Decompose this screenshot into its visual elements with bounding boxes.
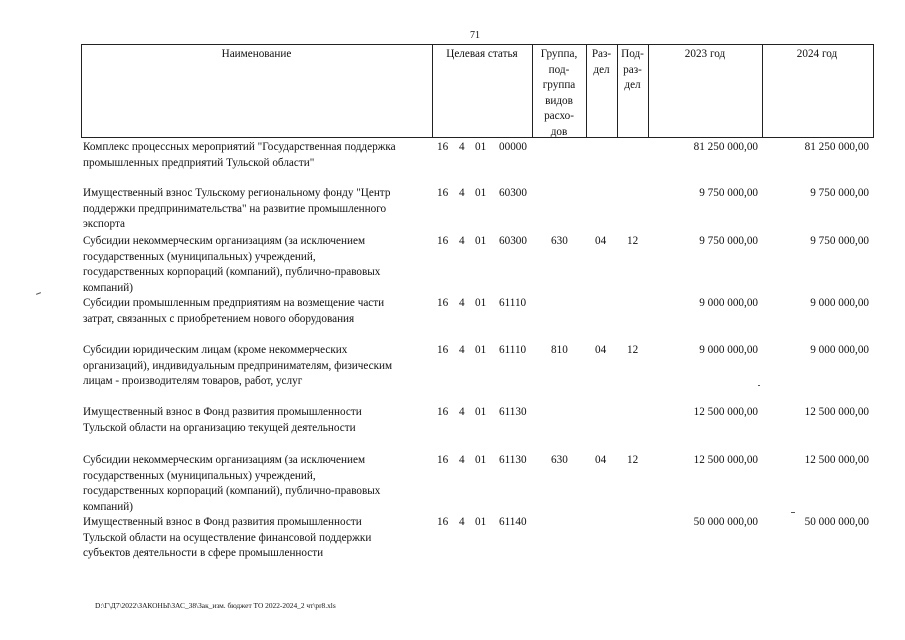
- code-item: 01: [475, 344, 487, 356]
- scan-mark: [758, 385, 760, 386]
- header-name: Наименование: [221, 48, 292, 60]
- group-code: 810: [551, 344, 568, 356]
- amount-2023: 9 750 000,00: [699, 235, 758, 247]
- code-direction: 00000: [499, 141, 527, 153]
- code-program: 16: [437, 187, 449, 199]
- code-item: 01: [475, 141, 487, 153]
- code-subprogram: 4: [459, 406, 465, 418]
- header-2024: 2024 год: [796, 48, 838, 60]
- code-program: 16: [437, 516, 449, 528]
- amount-2024: 9 750 000,00: [810, 235, 869, 247]
- section-code: 04: [595, 454, 607, 466]
- code-item: 01: [475, 516, 487, 528]
- amount-2024: 81 250 000,00: [804, 141, 869, 153]
- row-name: Субсидии промышленным предприятиям на возмещение части затрат, связанных с приобретением нового оборудования: [83, 297, 385, 325]
- amount-2023: 9 750 000,00: [699, 187, 758, 199]
- code-program: 16: [437, 454, 449, 466]
- row-name: Комплекс процессных мероприятий "Государственная поддержка промышленных предприятий Тульской области": [83, 141, 396, 169]
- scan-mark: [791, 512, 795, 513]
- amount-2023: 50 000 000,00: [693, 516, 758, 528]
- amount-2024: 9 750 000,00: [810, 187, 869, 199]
- code-direction: 61110: [499, 344, 527, 356]
- code-program: 16: [437, 344, 449, 356]
- code-subprogram: 4: [459, 235, 465, 247]
- code-item: 01: [475, 454, 487, 466]
- amount-2024: 9 000 000,00: [810, 344, 869, 356]
- code-subprogram: 4: [459, 297, 465, 309]
- code-program: 16: [437, 141, 449, 153]
- code-subprogram: 4: [459, 454, 465, 466]
- subsection-code: 12: [627, 344, 639, 356]
- amount-2023: 12 500 000,00: [693, 454, 758, 466]
- code-direction: 60300: [499, 235, 527, 247]
- code-item: 01: [475, 235, 487, 247]
- row-name: Имущественный взнос в Фонд развития промышленности Тульской области на организацию текущей деятельности: [83, 406, 362, 434]
- amount-2023: 81 250 000,00: [693, 141, 758, 153]
- row-name: Субсидии некоммерческим организациям (за исключением государственных (муниципальных) учреждений, государственных корпораций (компаний), публично-правовых компаний): [83, 454, 381, 513]
- code-direction: 61140: [499, 516, 527, 528]
- section-code: 04: [595, 235, 607, 247]
- subsection-code: 12: [627, 235, 639, 247]
- row-name: Субсидии некоммерческим организациям (за исключением государственных (муниципальных) учреждений, государственных корпораций (компаний), публично-правовых компаний): [83, 235, 381, 294]
- file-path-footer: D:\Г\Д7\2022\ЗАКОНЫ\ЗАС_38\Зак_изм. бюджет ТО 2022-2024_2 чт\pr8.xls: [95, 601, 336, 610]
- subsection-code: 12: [627, 454, 639, 466]
- header-section: Раз- дел: [591, 48, 612, 76]
- code-direction: 61110: [499, 297, 527, 309]
- code-direction: 60300: [499, 187, 527, 199]
- amount-2023: 9 000 000,00: [699, 297, 758, 309]
- amount-2024: 12 500 000,00: [804, 454, 869, 466]
- section-code: 04: [595, 344, 607, 356]
- code-program: 16: [437, 297, 449, 309]
- header-target: Целевая статья: [446, 48, 518, 60]
- amount-2023: 12 500 000,00: [693, 406, 758, 418]
- amount-2023: 9 000 000,00: [699, 344, 758, 356]
- code-direction: 61130: [499, 454, 527, 466]
- header-group: Группа, под- группа видов расхо- дов: [540, 48, 578, 138]
- page-number: 71: [470, 30, 480, 41]
- code-direction: 61130: [499, 406, 527, 418]
- group-code: 630: [551, 235, 568, 247]
- row-name: Субсидии юридическим лицам (кроме некоммерческих организаций), индивидуальным предпринимателям, физическим лицам - производителям товаров, работ, услуг: [83, 344, 393, 388]
- table-header: [81, 44, 874, 138]
- code-subprogram: 4: [459, 187, 465, 199]
- row-name: Имущественный взнос в Фонд развития промышленности Тульской области на осуществление финансовой поддержки субъектов деятельности в сфере промышленности: [83, 516, 372, 560]
- amount-2024: 9 000 000,00: [810, 297, 869, 309]
- code-item: 01: [475, 297, 487, 309]
- code-program: 16: [437, 406, 449, 418]
- code-item: 01: [475, 406, 487, 418]
- amount-2024: 12 500 000,00: [804, 406, 869, 418]
- code-subprogram: 4: [459, 516, 465, 528]
- code-item: 01: [475, 187, 487, 199]
- amount-2024: 50 000 000,00: [804, 516, 869, 528]
- code-program: 16: [437, 235, 449, 247]
- group-code: 630: [551, 454, 568, 466]
- header-subsection: Под- раз- дел: [621, 48, 644, 92]
- header-2023: 2023 год: [684, 48, 726, 60]
- code-subprogram: 4: [459, 344, 465, 356]
- row-name: Имущественный взнос Тульскому региональному фонду "Центр поддержки предпринимательства" на развитие промышленного экспорта: [83, 187, 391, 231]
- scan-mark: [36, 292, 41, 295]
- code-subprogram: 4: [459, 141, 465, 153]
